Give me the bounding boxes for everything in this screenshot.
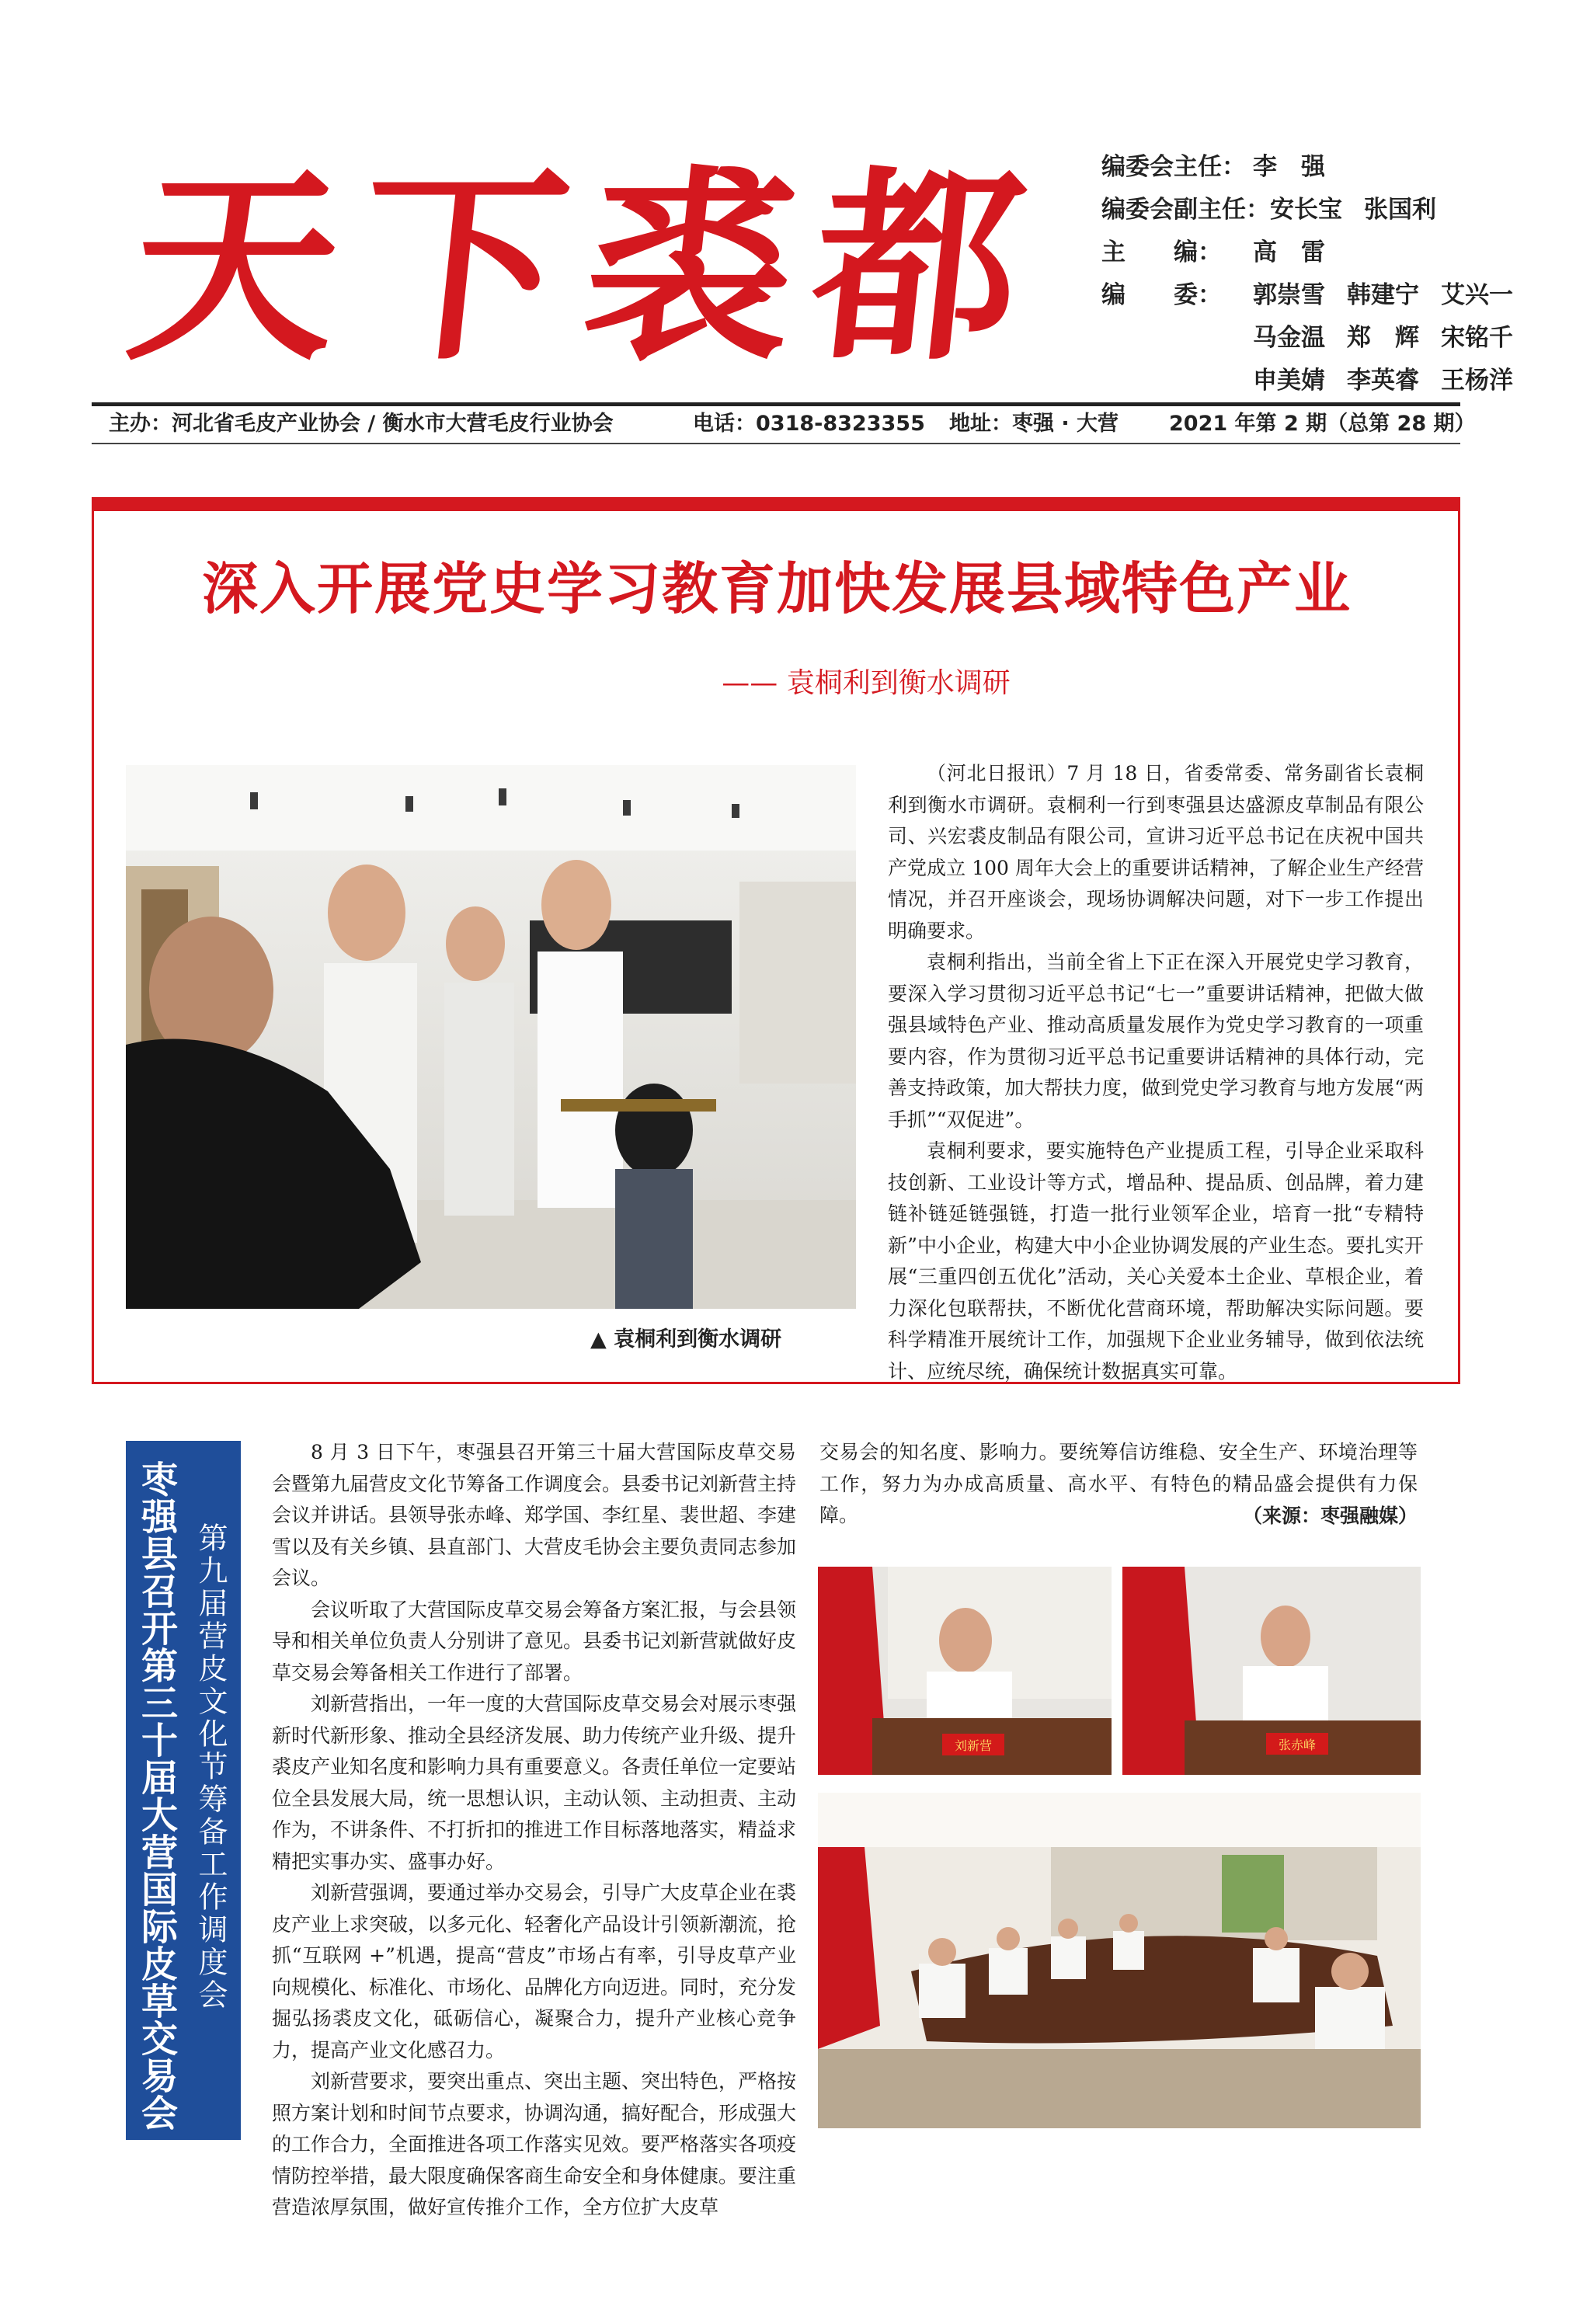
staff-name: 韩建宁 (1347, 281, 1419, 309)
newspaper-title: 天下裘都 (119, 147, 1056, 388)
meeting-photo-3 (818, 1793, 1421, 2128)
paragraph: 刘新营指出，一年一度的大营国际皮草交易会对展示枣强新时代新形象、推动全县经济发展、助力传统产业升级、提升裘皮产业知名度和影响力具有重要意义。各责任单位一定要站位全县发展大局，统一思想认识，主动认领、主动担责、主动作为，不讲条件、不打折扣的推进工作目标落地落实，精益求精把实事办实、盛事办好。 (272, 1693, 797, 1873)
staff-name: 张国利 (1364, 196, 1436, 224)
staff-name: 马金温 (1253, 324, 1325, 352)
paragraph: 刘新营强调，要通过举办交易会，引导广大皮草企业在裘皮产业上求突破，以多元化、轻奢化产品设计引领新潮流，抢抓“互联网 +”机遇，提高“营皮”市场占有率，引导皮草产业向规模化、标准化、市场化、品牌化方向迈进。同时，充分发掘弘扬裘皮文化，砥砺信心，凝聚合力，提升产业核心竞争力，提高产业文化感召力。 (272, 1881, 797, 2061)
paragraph: 会议听取了大营国际皮草交易会筹备方案汇报，与会县领导和相关单位负责人分别讲了意见。县委书记刘新营就做好皮草交易会筹备相关工作进行了部署。 (272, 1598, 797, 1684)
lead-story-top-bar (92, 497, 1460, 511)
paragraph: 交易会的知名度、影响力。要统筹信访维稳、安全生产、环境治理等工作，努力为办成高质量、高水平、有特色的精品盛会提供有力保障。 (819, 1441, 1418, 1526)
staff-label (1101, 317, 1253, 360)
staff-name: 李 强 (1253, 153, 1325, 181)
phone-text: 电话：0318-8323355 (693, 412, 925, 436)
paragraph: 8 月 3 日下午，枣强县召开第三十届大营国际皮草交易会暨第九届营皮文化节筹备工作调度会。县委书记刘新营主持会议并讲话。县领导张赤峰、郑学国、李红星、裴世超、李建雪以及有关乡镇、县直部门、大营皮毛协会主要负责同志参加会议。 (272, 1441, 797, 1589)
masthead-rule-bottom (92, 443, 1460, 444)
issue-text: 2021 年第 2 期（总第 28 期） (1169, 412, 1476, 436)
staff-name: 郑 辉 (1347, 324, 1419, 352)
staff-name: 高 雷 (1253, 238, 1325, 266)
paragraph: 袁桐利要求，要实施特色产业提质工程，引导企业采取科技创新、工业设计等方式，增品种、提品质、创品牌，着力建链补链延链强链，打造一批行业领军企业，培育一批“专精特新”中小企业，构建大中小企业协调发展的产业生态。要扎实开展“三重四创五优化”活动，关心关爱本土企业、草根企业，着力深化包联帮扶，不断优化营商环境，帮助解决实际问题。要科学精准开展统计工作，加强规下企业业务辅导，做到依法统计、应统尽统，确保统计数据真实可靠。 (888, 1139, 1424, 1383)
lead-photo-caption: ▲ 袁桐利到衡水调研 (590, 1327, 782, 1352)
staff-row (1101, 360, 1567, 402)
nameplate-text: 刘新营 (954, 1738, 993, 1753)
staff-label: 编委会副主任： (1101, 196, 1270, 224)
story2-source: （来源：枣强融媒） (1242, 1505, 1418, 1527)
sponsor-text: 主办：河北省毛皮产业协会 / 衡水市大营毛皮行业协会 (109, 412, 614, 436)
address-text: 地址：枣强 · 大营 (949, 412, 1119, 436)
masthead-rule-top (92, 402, 1460, 406)
staff-label: 主 编： (1101, 238, 1222, 266)
paragraph: （河北日报讯）7 月 18 日，省委常委、常务副省长袁桐利到衡水市调研。袁桐利一行到枣强县达盛源皮草制品有限公司、兴宏裘皮制品有限公司，宣讲习近平总书记在庆祝中国共产党成立 100 周年大会上的重要讲话精神，了解企业生产经营情况，并召开座谈会，现场协调解决问题，对下一步工作提出明确要求。 (888, 762, 1424, 942)
staff-row (1101, 189, 1567, 231)
paragraph: 刘新营要求，要突出重点、突出主题、突出特色，严格按照方案计划和时间节点要求，协调沟通，搞好配合，形成强大的工作合力，全面推进各项工作落实见效。要严格落实各项疫情防控举措，最大限度确保客商生命安全和身体健康。要注重营造浓厚氛围，做好宣传推介工作，全方位扩大皮草 (272, 2070, 797, 2218)
staff-name: 李英睿 (1347, 367, 1419, 395)
story2-subtitle: 第九届营皮文化节筹备工作调度会 (193, 1522, 228, 2012)
nameplate-text: 张赤峰 (1278, 1738, 1317, 1752)
staff-name: 安长宝 (1270, 196, 1342, 224)
staff-row (1101, 146, 1567, 189)
editorial-board (1101, 146, 1567, 402)
lead-story-subhead: —— 袁桐利到衡水调研 (722, 667, 1011, 699)
paragraph: 袁桐利指出，当前全省上下正在深入开展党史学习教育，要深入学习贯彻习近平总书记“七一”重要讲话精神，把做大做强县域特色产业、推动高质量发展作为党史学习教育的一项重要内容，作为贯彻习近平总书记重要讲话精神的具体行动，完善支持政策，加大帮扶力度，做到党史学习教育与地方发展“两手抓”“双促进”。 (888, 951, 1424, 1131)
staff-name: 艾兴一 (1441, 281, 1513, 309)
staff-row (1101, 274, 1567, 317)
lead-story-photo (126, 765, 856, 1309)
staff-label: 编 委： (1101, 281, 1222, 309)
meeting-photo-1 (818, 1567, 1112, 1775)
staff-name: 郭崇雪 (1253, 281, 1325, 309)
staff-label: 编委会主任： (1101, 153, 1246, 181)
staff-row (1101, 317, 1567, 360)
staff-name: 申美婧 (1253, 367, 1325, 395)
lead-story-headline: 深入开展党史学习教育加快发展县域特色产业 (201, 555, 1352, 621)
meeting-photo-2 (1122, 1567, 1421, 1775)
staff-row (1101, 231, 1567, 274)
story2-body-col1 (272, 1437, 796, 2224)
story2-title: 枣强县召开第三十届大营国际皮草交易会 (135, 1460, 178, 2131)
staff-label (1101, 360, 1253, 402)
staff-name: 宋铭千 (1441, 324, 1513, 352)
lead-story-body (888, 758, 1424, 1387)
masthead-info-bar (109, 407, 1476, 441)
staff-name: 王杨洋 (1441, 367, 1513, 395)
